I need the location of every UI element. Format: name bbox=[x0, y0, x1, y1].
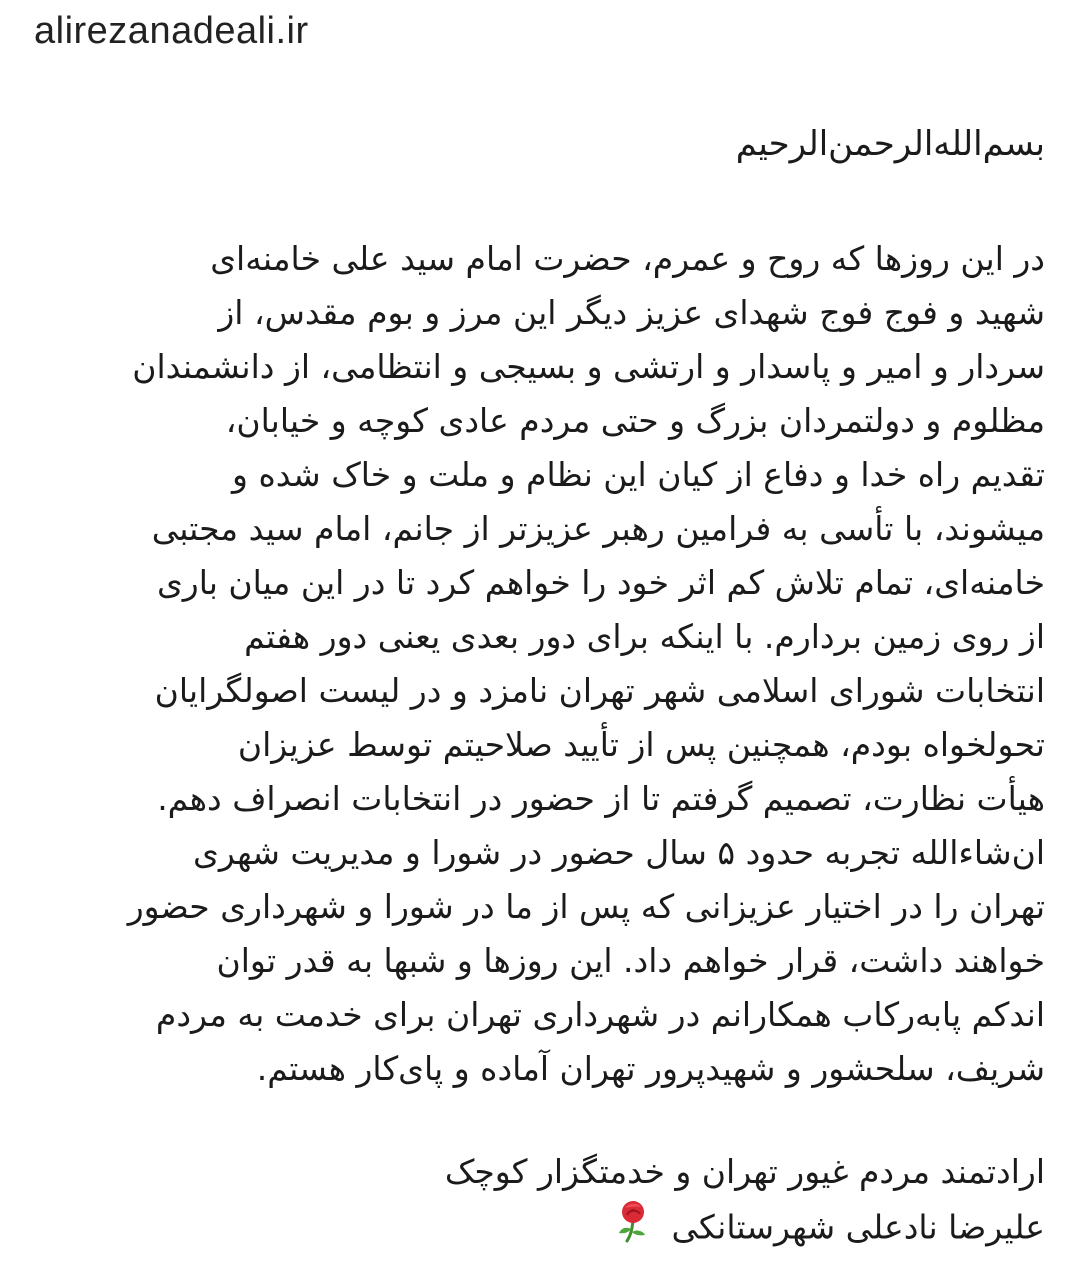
letter-line: تهران را در اختیار عزیزانی که پس از ما در شورا و شهرداری حضور bbox=[127, 887, 1045, 926]
letter-line: شهید و فوج فوج شهدای عزیز دیگر این مرز و بوم مقدس، از bbox=[218, 293, 1045, 332]
letter-body bbox=[30, 232, 1045, 1096]
signature-name: علیرضا نادعلی شهرستانکی bbox=[671, 1207, 1045, 1247]
closing-line: ارادتمند مردم غیور تهران و خدمتگزار کوچک bbox=[444, 1152, 1045, 1191]
letter-line: هیأت نظارت، تصمیم گرفتم تا از حضور در انتخابات انصراف دهم. bbox=[157, 779, 1045, 818]
letter-line: شریف، سلحشور و شهیدپرور تهران آماده و پای‌کار هستم. bbox=[256, 1049, 1045, 1088]
letter-line: در این روزها که روح و عمرم، حضرت امام سید علی خامنه‌ای bbox=[210, 239, 1045, 278]
letter-line: از روی زمین بردارم. با اینکه برای دور بعدی یعنی دور هفتم bbox=[244, 617, 1045, 656]
letter-line: میشوند، با تأسی به فرامین رهبر عزیزتر از جانم، امام سید مجتبی bbox=[151, 509, 1045, 548]
basmala-heading: بسم‌الله‌الرحمن‌الرحیم bbox=[735, 124, 1045, 164]
letter-line: مظلوم و دولتمردان بزرگ و حتی مردم عادی کوچه و خیابان، bbox=[225, 401, 1045, 440]
rose-icon bbox=[615, 1199, 651, 1259]
letter-line: خامنه‌ای، تمام تلاش کم اثر خود را خواهم کرد تا در این میان باری bbox=[156, 563, 1045, 602]
letter-line: تحولخواه بودم، همچنین پس از تأیید صلاحیتم توسط عزیزان bbox=[237, 725, 1045, 764]
signature-block bbox=[445, 1145, 1045, 1253]
letter-line: اندکم پابه‌رکاب همکارانم در شهرداری تهران برای خدمت به مردم bbox=[155, 995, 1045, 1034]
letter-line: سردار و امیر و پاسدار و ارتشی و بسیجی و انتظامی، از دانشمندان bbox=[132, 347, 1045, 386]
letter-line: خواهند داشت، قرار خواهم داد. این روزها و شبها به قدر توان bbox=[216, 941, 1045, 980]
letter-line: تقدیم راه خدا و دفاع از کیان این نظام و ملت و خاک شده و bbox=[232, 455, 1045, 494]
signature-line bbox=[445, 1199, 1045, 1253]
letter-line: انتخابات شورای اسلامی شهر تهران نامزد و در لیست اصولگرایان bbox=[154, 671, 1045, 710]
letter-line: ان‌شاءالله تجربه حدود ۵ سال حضور در شورا و مدیریت شهری bbox=[193, 833, 1045, 872]
site-url: alirezanadeali.ir bbox=[34, 10, 309, 52]
